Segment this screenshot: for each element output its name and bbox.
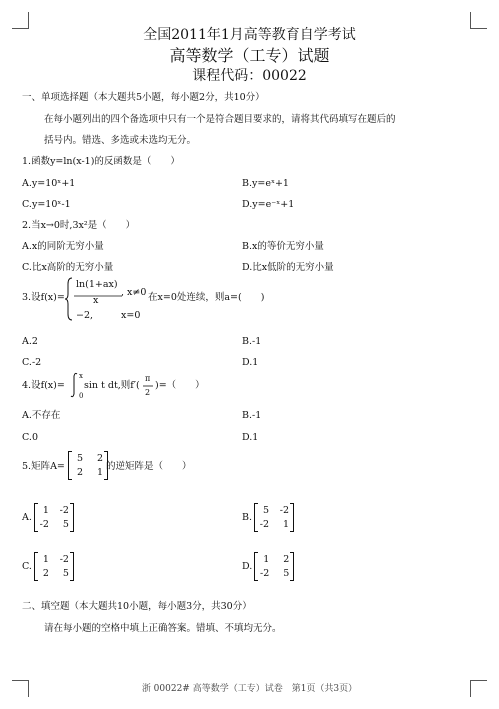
q2-option-b: B.x的等价无穷小量: [242, 241, 324, 252]
q5-option-a: A. 1 -2 -2 5: [22, 503, 74, 532]
q1-option-b: B.y=eˣ+1: [242, 178, 289, 189]
course-code: 课程代码：00022: [192, 68, 307, 84]
q3-case2: −2,: [76, 310, 94, 321]
q5-option-b: B. 5 -2 -2 1: [242, 503, 294, 532]
exam-title: 全国2011年1月高等教育自学考试: [143, 27, 356, 43]
q4-upper-limit: x: [79, 372, 83, 380]
q1-option-a: A.y=10ˣ+1: [22, 178, 76, 189]
section2-title: 二、填空题（本大题共10小题，每小题3分，共30分）: [22, 601, 252, 612]
q4-option-a: A.不存在: [22, 410, 61, 421]
q1-option-c: C.y=10ˣ-1: [22, 199, 71, 210]
q3-denominator: x: [93, 295, 99, 306]
q3-option-a: A.2: [22, 336, 38, 347]
q4-option-c: C.0: [22, 432, 38, 443]
q4-option-b: B.-1: [242, 410, 262, 421]
q4-fraction-numerator: π: [145, 374, 151, 383]
section1-instruction-line1: 在每小题列出的四个备选项中只有一个是符合题目要求的，请将其代码填写在题后的: [44, 114, 396, 125]
q2-option-c: C.比x高阶的无穷小量: [22, 262, 114, 273]
q2-option-a: A.x的同阶无穷小量: [22, 241, 104, 252]
q4-lower-limit: 0: [79, 392, 84, 400]
q3-option-d: D.1: [242, 357, 259, 368]
q3-option-c: C.-2: [22, 357, 42, 368]
q3-condition2: x=0: [121, 310, 141, 321]
section1-title: 一、单项选择题（本大题共5小题，每小题2分，共10分）: [22, 92, 265, 103]
q3-option-b: B.-1: [242, 336, 262, 347]
q2-stem: 2.当x→0时,3x²是（ ）: [22, 220, 136, 231]
q4-option-d: D.1: [242, 432, 259, 443]
subject-title: 高等数学（工专）试题: [169, 46, 330, 65]
q5-matrix-a: 5 2 2 1: [68, 451, 108, 480]
q3-prefix: 3.设f(x)=: [22, 292, 65, 303]
q3-suffix: 在x=0处连续，则a=( ): [148, 292, 265, 303]
q4-suffix: )=（ ）: [155, 380, 205, 391]
q4-fraction-denominator: 2: [145, 388, 151, 397]
q1-stem: 1.函数y=ln(x-1)的反函数是（ ）: [22, 156, 180, 167]
section1-instruction-line2: 括号内。错选、多选或未选均无分。: [44, 135, 197, 146]
q4-prefix: 4.设f(x)=: [22, 380, 65, 391]
q5-suffix: 的逆矩阵是（ ）: [106, 461, 192, 472]
q5-option-d: D. 1 2 -2 5: [242, 552, 294, 581]
q3-numerator: ln(1+ax): [76, 279, 118, 290]
q1-option-d: D.y=e⁻ˣ+1: [242, 199, 295, 210]
page-footer: 浙 00022# 高等数学（工专）试卷 第1页（共3页）: [141, 684, 358, 694]
q5-option-c: C. 1 -2 2 5: [22, 552, 74, 581]
q3-condition1: , x≠0: [121, 287, 147, 298]
section2-instruction: 请在每小题的空格中填上正确答案。错填、不填均无分。: [44, 623, 282, 634]
q4-integrand: sin t dt,则f′(: [84, 380, 140, 391]
q2-option-d: D.比x低阶的无穷小量: [242, 262, 334, 273]
q5-prefix: 5.矩阵A=: [22, 461, 65, 472]
